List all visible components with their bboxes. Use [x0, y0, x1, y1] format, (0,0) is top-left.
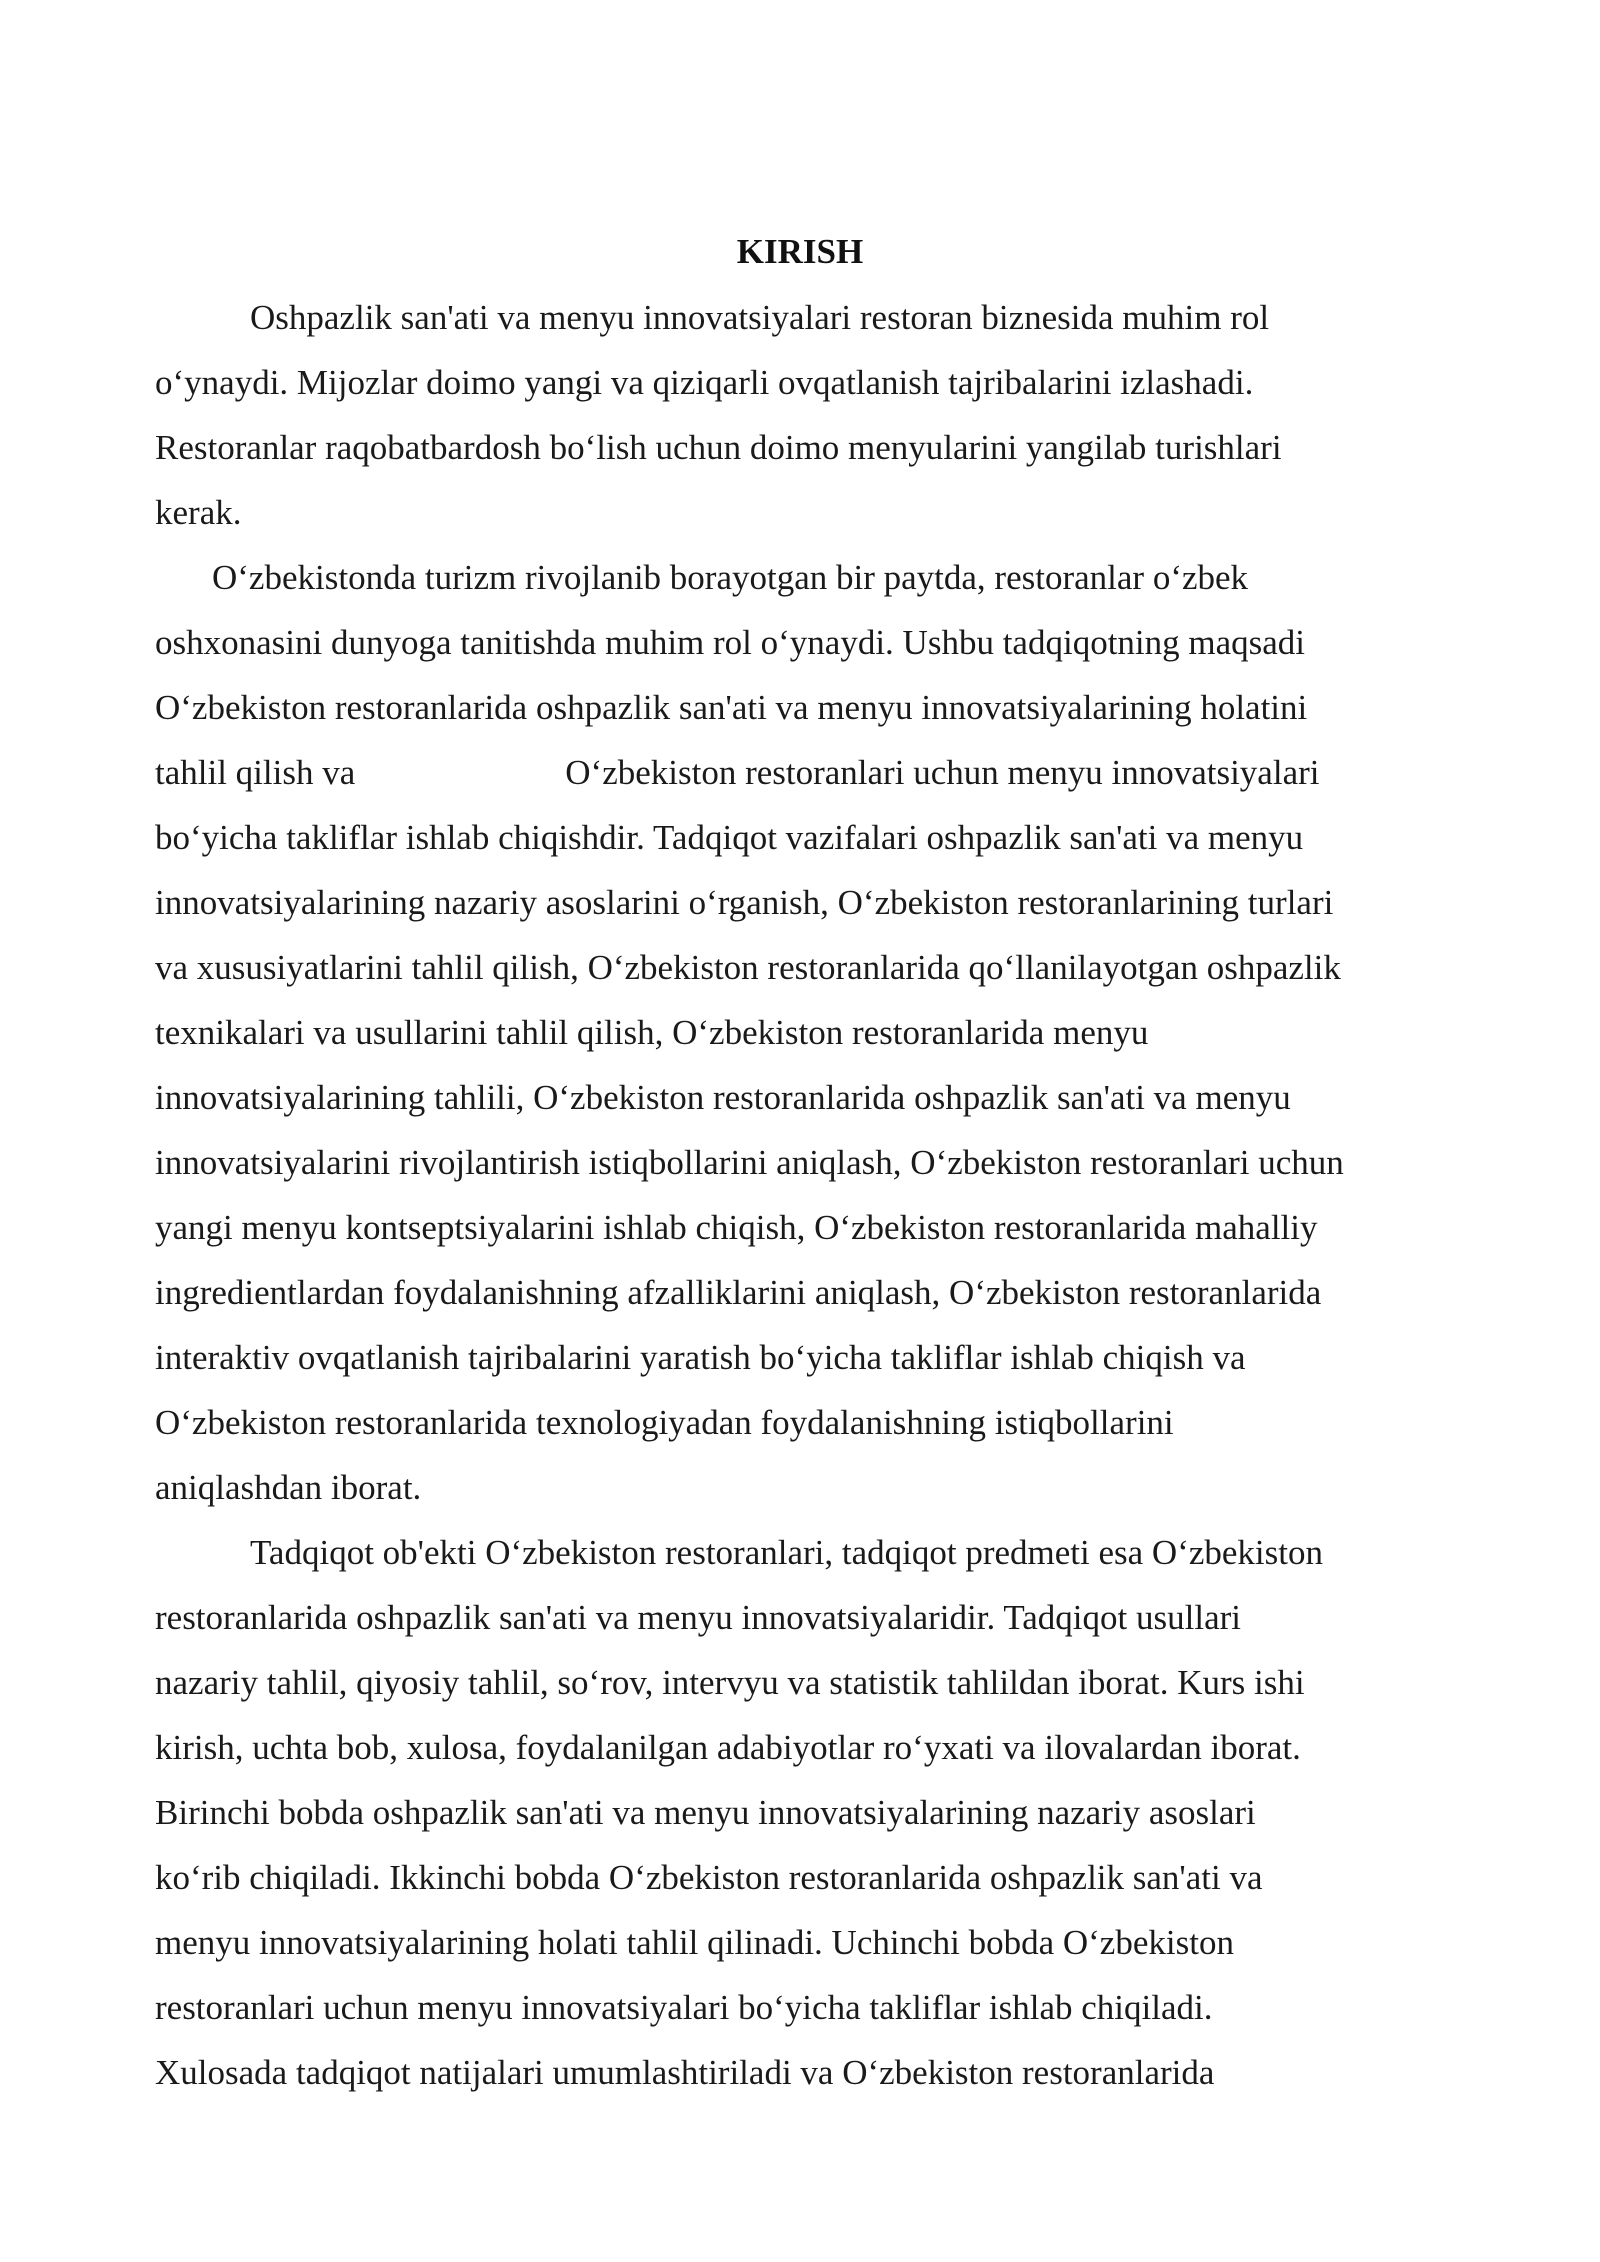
- text-line: texnikalari va usullarini tahlil qilish, O‘zbekiston restoranlarida menyu: [155, 1013, 1149, 1052]
- text-line: yangi menyu kontseptsiyalarini ishlab chiqish, O‘zbekiston restoranlarida mahalliy: [155, 1208, 1318, 1247]
- text-line: tahlil qilish va O‘zbekiston restoranlari uchun menyu innovatsiyalari: [155, 753, 1320, 792]
- text-line: O‘zbekiston restoranlarida texnologiyadan foydalanishning istiqbollarini: [155, 1403, 1174, 1442]
- text-line: O‘zbekistonda turizm rivojlanib borayotgan bir paytda, restoranlar o‘zbek: [212, 558, 1249, 597]
- text-line: nazariy tahlil, qiyosiy tahlil, so‘rov, intervyu va statistik tahlildan iborat. Kurs ishi: [155, 1663, 1305, 1702]
- text-line: o‘ynaydi. Mijozlar doimo yangi va qiziqarli ovqatlanish tajribalarini izlashadi.: [155, 363, 1254, 402]
- text-line: Xulosada tadqiqot natijalari umumlashtiriladi va O‘zbekiston restoranlarida: [155, 2053, 1215, 2092]
- text-line: oshxonasini dunyoga tanitishda muhim rol o‘ynaydi. Ushbu tadqiqotning maqsadi: [155, 623, 1306, 662]
- text-line: bo‘yicha takliflar ishlab chiqishdir. Tadqiqot vazifalari oshpazlik san'ati va menyu: [155, 818, 1304, 857]
- text-line: innovatsiyalarining tahlili, O‘zbekiston restoranlarida oshpazlik san'ati va menyu: [155, 1078, 1291, 1117]
- text-line: O‘zbekiston restoranlarida oshpazlik san'ati va menyu innovatsiyalarining holatini: [155, 688, 1308, 727]
- text-line: interaktiv ovqatlanish tajribalarini yaratish bo‘yicha takliflar ishlab chiqish va: [155, 1338, 1246, 1377]
- text-line: innovatsiyalarining nazariy asoslarini o‘rganish, O‘zbekiston restoranlarining turlari: [155, 883, 1334, 922]
- text-line: innovatsiyalarini rivojlantirish istiqbollarini aniqlash, O‘zbekiston restoranlari uchun: [155, 1143, 1344, 1182]
- text-line: kirish, uchta bob, xulosa, foydalanilgan adabiyotlar ro‘yxati va ilovalardan iborat.: [155, 1728, 1301, 1767]
- text-line: Birinchi bobda oshpazlik san'ati va menyu innovatsiyalarining nazariy asoslari: [155, 1793, 1256, 1832]
- text-line: Restoranlar raqobatbardosh bo‘lish uchun doimo menyularini yangilab turishlari: [155, 428, 1282, 467]
- text-line: Oshpazlik san'ati va menyu innovatsiyalari restoran biznesida muhim rol: [250, 298, 1270, 337]
- text-line: va xususiyatlarini tahlil qilish, O‘zbekiston restoranlarida qo‘llanilayotgan oshpazlik: [155, 948, 1341, 987]
- text-line: ko‘rib chiqiladi. Ikkinchi bobda O‘zbekiston restoranlarida oshpazlik san'ati va: [155, 1858, 1263, 1897]
- text-line: aniqlashdan iborat.: [155, 1468, 422, 1507]
- text-line: restoranlari uchun menyu innovatsiyalari bo‘yicha takliflar ishlab chiqiladi.: [155, 1988, 1213, 2027]
- text-line: restoranlarida oshpazlik san'ati va menyu innovatsiyalaridir. Tadqiqot usullari: [155, 1598, 1241, 1637]
- text-line: ingredientlardan foydalanishning afzalliklarini aniqlash, O‘zbekiston restoranlarida: [155, 1273, 1322, 1312]
- page-title: KIRISH: [736, 232, 864, 271]
- text-line: menyu innovatsiyalarining holati tahlil qilinadi. Uchinchi bobda O‘zbekiston: [155, 1923, 1234, 1962]
- text-line: Tadqiqot ob'ekti O‘zbekiston restoranlari, tadqiqot predmeti esa O‘zbekiston: [250, 1533, 1324, 1572]
- text-line: kerak.: [155, 493, 242, 532]
